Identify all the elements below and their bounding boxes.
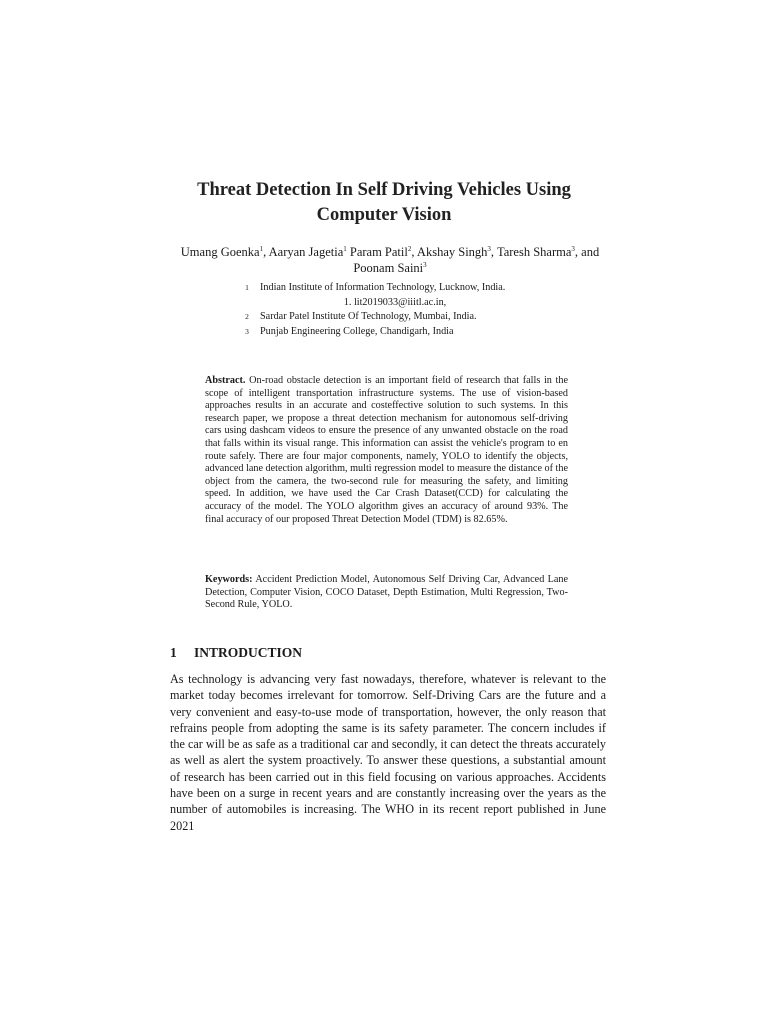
affiliation-email: 1. lit2019033@iiitl.ac.in, — [343, 296, 447, 308]
keywords — [205, 574, 568, 612]
section-title: INTRODUCTION — [194, 645, 303, 660]
affiliation-text: Sardar Patel Institute Of Technology, Mumbai, India. — [260, 311, 477, 322]
author-list — [160, 244, 620, 276]
author-affiliation-marker: 3 — [487, 244, 491, 253]
author-affiliation-marker: 2 — [407, 244, 412, 253]
paper-title — [140, 178, 628, 228]
section-number: 1 — [170, 645, 177, 660]
introduction-paragraph: As technology is advancing very fast nowadays, therefore, whatever is relevant to the market today becomes irrelevant for tomorrow. Self-Driving Cars are the future and a very convenient and easy-to-use mode of transportation, however, the only reason that refrains people from adopting the same is its safety parameter. The concern includes if the car will be as safe as a traditional car and secondly, it can detect the threats accurately as well as alert the system proactively. To answer these questions, a substantial amount of research has been carried out in this field focusing on various approaches. Accidents have been on a surge in recent years and are constantly increasing over the years as the number of automobiles is increasing. The WHO in its recent report published in June 2021 — [170, 672, 606, 833]
author-separator: , — [411, 245, 417, 259]
author-affiliation-marker: 1 — [343, 244, 347, 253]
affiliation-item — [230, 325, 570, 340]
author-separator: , and — [574, 245, 600, 259]
author-separator: , — [490, 245, 497, 259]
affiliation-number: 2 — [245, 312, 249, 321]
keywords-label: Keywords: — [205, 574, 253, 585]
affiliation-number: 1 — [245, 283, 249, 292]
author-name: Aaryan Jagetia — [268, 245, 344, 259]
title-line-2: Computer Vision — [316, 205, 452, 225]
author-affiliation-marker: 1 — [259, 244, 264, 253]
author-name: Akshay Singh — [416, 245, 488, 259]
author-affiliation-marker: 3 — [571, 244, 575, 253]
section-heading — [170, 644, 302, 662]
author-affiliation-marker: 3 — [423, 260, 427, 269]
affiliation-item — [230, 281, 570, 296]
keywords-text: Accident Prediction Model, Autonomous Self Driving Car, Advanced Lane Detection, Computer Vision, COCO Dataset, Depth Estimation, Multi Regression, Two-Second Rule, YOLO. — [205, 574, 568, 611]
affiliation-text: Indian Institute of Information Technology, Lucknow, India. — [260, 282, 506, 293]
affiliation-list — [230, 281, 570, 339]
author-name: Taresh Sharma — [496, 245, 572, 259]
abstract-text: On-road obstacle detection is an important field of research that falls in the scope of intelligent transportation infrastructure systems. The use of vision-based approaches results in an accurate and costeffective solution to such systems. In this research paper, we propose a threat detection mechanism for autonomous self-driving cars using dashcam videos to ensure the presence of any unwanted obstacle on the road that falls within its visual range. This information can assist the vehicle's program to en route safely. There are four major components, namely, YOLO to identify the objects, advanced lane detection algorithm, multi regression model to measure the distance of the object from the camera, the two-second rule for measuring the safety, and limiting speed. In addition, we have used the Car Crash Dataset(CCD) for calculating the accuracy of the model. The YOLO algorithm gives an accuracy of around 93%. The final accuracy of our proposed Threat Detection Model (TDM) is 82.65%. — [205, 375, 568, 525]
author-name: Umang Goenka — [180, 245, 260, 259]
affiliation-item — [230, 296, 570, 311]
author-name: Poonam Saini — [353, 261, 424, 275]
title-line-1: Threat Detection In Self Driving Vehicles Using — [197, 180, 571, 200]
abstract — [205, 375, 568, 526]
abstract-label: Abstract. — [205, 375, 246, 386]
affiliation-text: Punjab Engineering College, Chandigarh, India — [260, 325, 454, 337]
affiliation-item — [230, 310, 570, 325]
author-separator: , — [263, 245, 269, 259]
author-name: Param Patil — [349, 245, 408, 259]
affiliation-number: 3 — [245, 326, 249, 336]
